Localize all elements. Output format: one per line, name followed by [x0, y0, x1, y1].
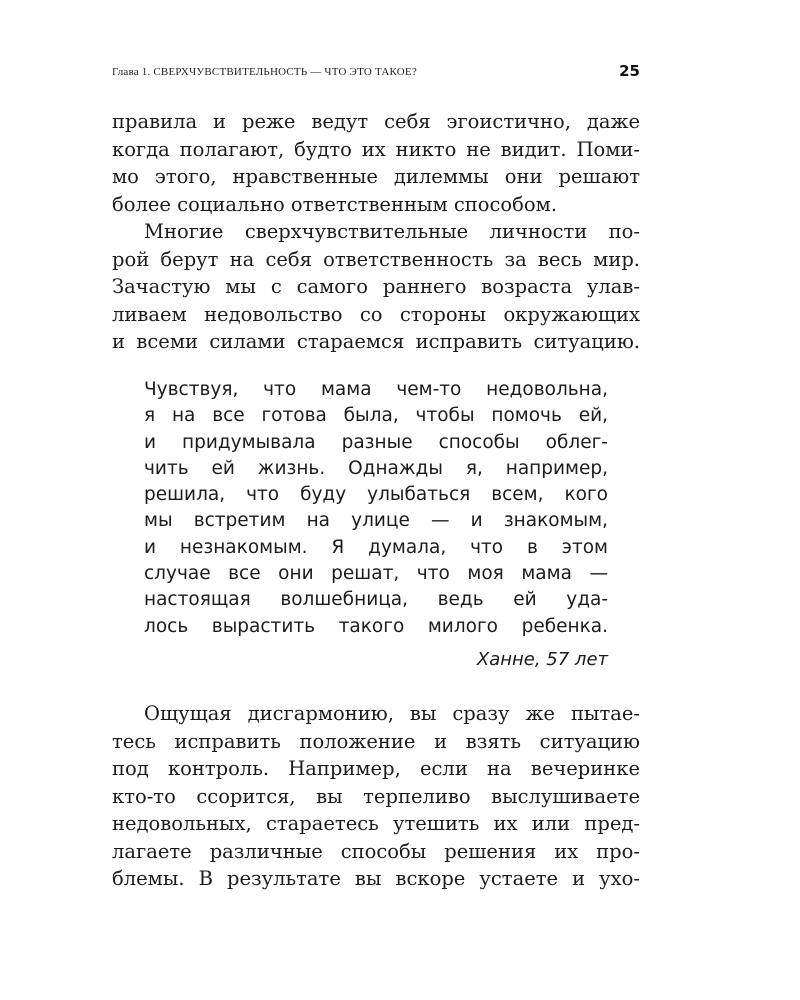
paragraph-1-line: более социально ответственным способом. [112, 192, 558, 216]
quote-line: и незнакомым. Я думала, что в этом [144, 536, 608, 558]
running-head: Глава 1. СВЕРХЧУВСТВИТЕЛЬНОСТЬ — ЧТО ЭТО ТАКОЕ? [112, 66, 417, 78]
paragraph-2-line: Зачастую мы с самого раннего возраста улав- [112, 275, 640, 298]
quote-line: и придумывала разные способы облег- [144, 431, 608, 453]
quote-line: я на все готова была, чтобы помочь ей, [144, 405, 608, 427]
paragraph-3-line: Ощущая дисгармонию, вы сразу же пытае- [144, 702, 640, 725]
main-text-lower [112, 700, 640, 893]
quote-line: случае все они решат, что моя мама — [144, 563, 608, 585]
paragraph-3-line: тесь исправить положение и взять ситуацию [112, 729, 640, 753]
quote-attribution: Ханне, 57 лет [476, 649, 608, 670]
quote-line: чить ей жизнь. Однажды я, например, [144, 457, 608, 479]
paragraph-3-line: под контроль. Например, если на вечеринке [112, 757, 640, 780]
paragraph-2-line: и всеми силами стараемся исправить ситуацию. [112, 330, 640, 353]
paragraph-3-line: кто-то ссорится, вы терпеливо выслушиваете [112, 784, 640, 808]
paragraph-3-line: лагаете различные способы решения их про- [112, 839, 640, 863]
quote-line: решила, что буду улыбаться всем, кого [144, 484, 608, 506]
paragraph-1-line: когда полагают, будто их никто не видит. Поми- [112, 137, 640, 161]
quote-line: настоящая волшебница, ведь ей уда- [144, 589, 608, 611]
block-quote [144, 377, 608, 640]
paragraph-1-line: мо этого, нравственные дилеммы они решают [112, 165, 640, 188]
quote-line: лось вырастить такого милого ребенка. [144, 615, 608, 637]
paragraph-3-line: недовольных, стараетесь утешить их или пред- [112, 812, 640, 835]
paragraph-2-line: ливаем недовольство со стороны окружающих [112, 302, 640, 326]
paragraph-1-line: правила и реже ведут себя эгоистично, даже [112, 110, 640, 133]
paragraph-2-line: рой берут на себя ответственность за весь мир. [112, 247, 640, 271]
page-number: 25 [619, 62, 640, 80]
quote-line: Чувствуя, что мама чем-то недовольна, [144, 379, 608, 400]
paragraph-3-line: блемы. В результате вы вскоре устаете и ухо- [112, 867, 640, 890]
paragraph-2-line: Многие сверхчувствительные личности по- [144, 220, 640, 243]
main-text-upper [112, 108, 640, 356]
quote-line: мы встретим на улице — и знакомым, [144, 510, 608, 532]
